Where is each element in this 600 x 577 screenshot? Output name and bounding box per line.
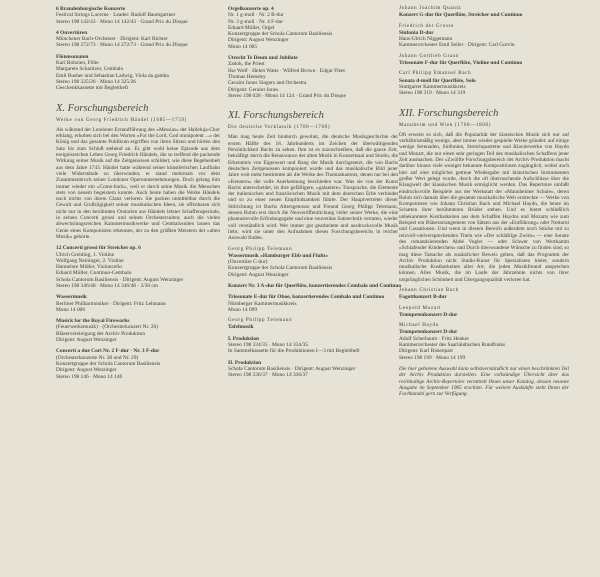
work-title: Triosonate E-dur für Oboe, konzertierendes Cembalo und Continuo	[228, 294, 385, 301]
record-entry	[399, 306, 569, 319]
work-title: Tafelmusik	[228, 324, 254, 331]
entry-detail: Berliner Philharmoniker · Dirigent: Fritz Lehmann	[56, 300, 166, 307]
work-title: Wassermusik »Hamburger Ebb und Fluht«	[228, 252, 328, 259]
record-entry	[228, 6, 398, 50]
record-entry	[399, 6, 569, 19]
composer-name: Carl Philipp Emanuel Bach	[399, 71, 472, 77]
section-paragraph: Als während der Londoner Erstaufführung des »Messias« der Halleluja-Chor erklang, erhoben sich bei den Worten »For the Lord, God omnipotent ...« der König und das gesamte Publikum ergriffen von ihren Sitzen und hörten den Satz bis zum Schluß stehend an. Es gibt wohl keine Episode aus dem ereignisreichen Leben Georg Friedrich Händels, die so treffend die packende Wirkung seiner Musik auf die Zeitgenossen schildert, wie diese Begebenheit aus dem Jahre 1743. Händel hatte während seiner künstlerischen Laufbahn viele Widerstände zu überwinden; er stand mehrmals vor dem Zusammenbruch seiner Londoner Opernunternehmungen. Doch gelang ihm immer wieder ein »Come-back«, weil er durch seine Musik die Menschen stets von neuem begeistern konnte. Auch heute haben die Werke Händels noch nichts von ihrem Glanz verloren. Sie packen unmittelbar durch die Gewalt und Großzügigkeit seiner musikalischen Ideen, sie offenbaren sich nicht nur in den berühmten Oratorien aus Händels letzter Schaffensperiode, in seinen Concerti grossi und seinen Orchestersuiten; auch die vielen abwechslungsreichen Kammermusikwerke und Cembalosuiten lassen das Genie eines Komponisten erkennen, der zu den größten Meistern der »alten Musik« gehörte.	[56, 126, 220, 240]
entry-detail: Mono 14 099	[228, 306, 258, 313]
record-entry	[228, 318, 398, 331]
entry-detail: Dirigent: Karl Ristenpart	[399, 348, 453, 355]
entry-detail: Dirigent: August Wenzinger	[56, 337, 117, 344]
entry-detail: Stereo 198 199 · Mono 14 199	[399, 354, 466, 361]
record-entry	[228, 336, 398, 355]
work-title: Sinfonia D-dur	[399, 29, 434, 36]
entry-detail: Mono 14 085	[228, 43, 258, 50]
entry-detail: Hans-Ulrich Niggemann	[399, 36, 453, 43]
entry-detail: Eduard Müller, Orgel	[228, 24, 275, 31]
composer-name: Johann Christian Bach	[399, 287, 459, 293]
entry-detail: Stereo 198 146 · Mono 14 146	[56, 373, 123, 380]
column-3	[399, 6, 569, 402]
work-title: Orgelkonzerte op. 4	[228, 6, 274, 12]
record-entry	[228, 294, 398, 313]
record-entry	[56, 6, 220, 25]
record-entry	[228, 360, 398, 379]
section-paragraph: Oft erweist es sich, daß die Popularität der klassischen Musik sich nur auf verhältnismäßig wenige, aber immer wieder gespielte Werke gründet: auf einige wenige Serenaden, Sinfonien, Streichquartette und Klavierwerke von Haydn und Mozart, die nur einen sehr geringen Teil des musikalischen Schaffens jener Zeit ausmachen. Der »Zwölfte Forschungsbereich der Archiv Produktion macht darüber hinaus viele weniger bekannte Kompositionen zugänglich, wobei auch hier auf eine möglichst getreue Wiedergabe mit historischen Instrumenten großer Wert gelegt wurde, durch die oft überraschende Aufschlüsse über die Klangwelt der klassischen Musik ermöglicht werden. Das Repertoire umfaßt eindrucksvolle Beispiele aus der Werkstatt der »Mannheimer Schule«, deren Ruhm sich damals über die gesamte musikalische Welt erstreckte — Werke von Komponisten wie Johann Christian Bach und Michael Haydn, die heute im Schatten ihrer berühmteren Brüder stehen. Und es bietet schließlich unbekanntere Kostbarkeiten aus dem Schaffen Haydns und Mozarts wie zum Beispiel ein Bläserarrangement von Sätzen aus der »Entführung« oder Notturni und Cassationen. Und wenn in diesem Bereich außerdem noch Stücke mit so reizvoll-vielversprechenden Titeln wie »Der schläfrige Zwirn« — eine Sonate des romantisierenden Abbé Vogler — oder Schwer von Wertkamm »Schlafender Kinderchen« und Durch überwundene Wünsche zu finden sind, so mag diese Tatsache als zusätzlicher Beweis gelten, daß das Programm der Archiv Produktion nicht Studio-Kunst für Spezialisten bietet, sondern musikalische Kostbarkeiten aller Art, die jeden Musikfreund ansprechen können. Alles Musik, die im Laufe der Jahrzehnte nichts von ihrer ursprünglichen Schönheit und Übergangsqualität verloren hat.	[399, 131, 569, 283]
record-entry	[56, 54, 220, 92]
work-title: Konzert G-dur für Querflöte, Streicher und Continuo	[399, 12, 523, 19]
entry-detail: Stereo 198 336/37 · Mono 14 336/37	[228, 372, 308, 379]
entry-detail: Geschenkkassette mit Begleitheft	[56, 85, 129, 92]
entry-detail: (Feuerwerksmusik) · (Orchesterkonzert Nr. 26)	[56, 324, 158, 331]
entry-detail: Adolf Scherbaum · Fritz Henker	[399, 335, 470, 342]
work-title: Trompetenkonzert D-dur	[399, 311, 458, 318]
work-title: Konzert Nr. 3 A-dur für Querflöte, konzertierendes Cembalo und Continuo	[228, 282, 402, 289]
entry-detail: Konzertgruppe der Schola Cantorum Basiliensis	[228, 265, 333, 272]
entry-detail: Mono 14 006	[56, 306, 86, 313]
work-title: 4 Ouvertüren	[56, 29, 88, 36]
work-title: Flötensonaten	[56, 53, 89, 60]
entry-detail: Münchener Bach-Orchester · Dirigent: Karl Richter	[56, 36, 168, 43]
entry-detail: Konzertgruppe der Schola Cantorum Basiliensis	[56, 360, 161, 367]
section-heading: XII. Forschungsbereich	[399, 107, 499, 119]
work-title: Concerti a due Cori Nr. 2 F-dur · Nr. 3 F-dur	[56, 348, 160, 355]
section-heading: X. Forschungsbereich	[56, 102, 149, 114]
work-title: Trompetenkonzert D-dur	[399, 329, 458, 336]
entry-detail: Wolfgang Neininger, 2. Violine	[56, 257, 124, 264]
entry-detail: Dirigent: August Wenzinger	[228, 37, 289, 44]
entry-detail: Zadok, the Priest	[228, 61, 265, 68]
record-entry	[56, 294, 220, 313]
entry-detail: Stereo 198 272/73 · Mono 14 272/73 · Grand Prix du Disque	[56, 42, 188, 49]
work-title: 12 Concerti grossi für Streicher op. 6	[56, 245, 141, 252]
entry-detail: Margarete Scharitzer, Cembalo	[56, 66, 124, 73]
work-title: Sonata d-moll für Querflöte, Solo	[399, 77, 476, 84]
record-entry	[399, 323, 569, 361]
entry-detail: Schola Cantorum Basiliensis · Dirigent: August Wenzinger	[228, 365, 356, 372]
entry-detail: Stereo 198 028 · Mono 14 124 · Grand Prix du Disque	[228, 92, 346, 99]
entry-detail: Karl Bobzien, Flöte	[56, 60, 99, 67]
record-entry	[56, 245, 220, 289]
entry-detail: (Ouvertüre C-dur)	[228, 259, 268, 266]
entry-detail: In Sammelkassette für die Produktionen I—3 mit Begleitheft	[228, 348, 360, 355]
entry-detail: Stereo 198 346/48 · Mono 14 346/48 · 3/30 cm	[56, 282, 158, 289]
work-title: II. Produktion	[228, 359, 262, 366]
entry-detail: Kammerorchester Emil Seiler · Dirigent: Carl Gorvin	[399, 42, 515, 49]
section-subheading: Werke von Georg Friedrich Händel (1685—1759)	[56, 117, 187, 123]
entry-detail: Dirigent: Geraint Jones	[228, 86, 279, 93]
entry-detail: Nr. 1 g-moll · Nr. 2 B-dur	[228, 12, 284, 19]
record-entry	[228, 282, 402, 289]
record-entry	[399, 24, 569, 49]
composer-name: Georg Philipp Telemann	[228, 318, 293, 324]
entry-detail: Thomas Hemsley	[228, 73, 266, 80]
record-entry	[56, 30, 220, 49]
section-paragraph: Man mag heute Zeit hindurch gewohnt, die deutsche Musikgeschichte der ersten Hälfte des 18. Jahrhunderts im Zeichen der überwältigenden Persönlichkeit Bachs zu sehen. Ihm ist es zuzuschreiben, daß die ganze Zeit, bekräftigt durch die Renaissance der alten Musik in Konzertsaal und Studio, die Erkenntnis von Eigenwert und Rang der Musik durchgesetzt, die von Bachs deutschen Zeitgenossen komponiert wurde und das musikalische Bild jener Jahre weit mehr bestimmte als die Werke des Thomaskantors, denen nur bei den »Kennern« die volle Anerkennung beschieden war. Was sie von der Kunst Bachs unterscheidet, ist ihre gefälligere, »galantere« Tonsprache, die Elemente der italienischen und französischen Musik mit dem deutschen Erbe verbindet und so zu einer neuen Empfindsamkeit führte. Der Hauptvertreter dieser Stilrichtung ist Bachs Altersgenosse und Freund Georg Philipp Telemann, dessen Ruhm erst durch die Neuveröffentlichung vieler seiner Werke, die eine phantasievolle Erfindungsgabe und eine souveräne Satztechnik verraten, wieder voll verständlich wird. Wer immer gut gearbeitete und ausdrucksvolle Musik liebt, wird sie unter den Aufnahmen dieses Forschungsbereichs in reicher Auswahl finden.	[228, 134, 398, 242]
record-entry	[56, 318, 220, 343]
record-entry	[228, 247, 398, 278]
composer-name: Friedrich der Grosse	[399, 23, 455, 29]
entry-detail: Emil Busher und Sebastian Ladwig, Viola da gamba	[56, 72, 169, 79]
entry-detail: Dirigent: August Wenzinger	[228, 271, 289, 278]
entry-detail: Festival Strings Lucerne · Leader: Rudolf Baumgartner	[56, 12, 176, 19]
work-title: 6 Brandenburgische Konzerte	[56, 6, 126, 12]
work-title: Wassermusik	[56, 294, 87, 301]
section-subheading: Die deutsche Vorklassik (1700—1760)	[228, 125, 331, 131]
entry-detail: Dirigent: August Wenzinger	[56, 367, 117, 374]
footnote: Die hier gebotene Auswahl kann selbstverständlich nur einen beschränkten Teil der Archiv Produktion darstellen. Eine vollständige Übersicht über das reichhaltige Archiv-Repertoire vermittelt Ihnen unser Katalog, dessen neueste Ausgabe im September 1965 erschien. Für weitere Auskünfte steht Ihnen der Fachhandel gern zur Verfügung.	[399, 365, 569, 398]
entry-detail: Ilse Wolf · Helen Watts · Wilfred Brown · Edgar Fleet	[228, 67, 345, 74]
record-entry	[228, 55, 398, 99]
entry-detail: Stereo 198 319 · Mono 14 319	[399, 90, 466, 97]
composer-name: Georg Philipp Telemann	[228, 246, 293, 252]
section-subheading: Mannheim und Wien (1760—1800)	[399, 122, 492, 128]
entry-detail: Hannelore Müller, Violoncello	[56, 264, 122, 271]
entry-detail: Nürnberger Kammermusikkreis	[228, 300, 297, 307]
record-entry	[399, 288, 569, 301]
entry-detail: Stereo 198 325/26 · Mono 14 325/26	[56, 78, 136, 85]
composer-name: Johann Joachim Quantz	[399, 6, 462, 11]
work-title: I. Produktion	[228, 335, 260, 342]
work-title: Triosonate F-dur für Querflöte, Violine und Continuo	[399, 60, 523, 67]
column-1	[56, 6, 220, 385]
composer-name: Johann Gottlieb Graun	[399, 53, 460, 59]
entry-detail: Kammerorchester des Saarländischen Rundfunks	[399, 342, 506, 349]
work-title: Musick for the Royal Fireworks	[56, 318, 130, 325]
entry-detail: Stereo 198 334/35 · Mono 14 334/35	[228, 342, 308, 349]
entry-detail: Geraint Jones Singers and Orchestra	[228, 80, 307, 87]
composer-name: Michael Haydn	[399, 323, 440, 329]
entry-detail: Schola Cantorum Basiliensis · Dirigent: August Wenzinger	[56, 276, 184, 283]
entry-detail: Konzertgruppe der Schola Cantorum Basiliensis	[228, 31, 333, 38]
section-heading: XI. Forschungsbereich	[228, 110, 324, 122]
work-title: Fagottkonzert B-dur	[399, 294, 447, 301]
entry-detail: Nr. 3 g-moll · Nr. 4 F-dur	[228, 18, 284, 25]
entry-detail: Stuttgarter Kammermusikkreis	[399, 83, 466, 90]
record-entry	[399, 54, 569, 67]
column-2	[228, 6, 402, 384]
entry-detail: Bläservereinigung der Archiv Produktion	[56, 330, 146, 337]
composer-name: Leopold Mozart	[399, 305, 442, 311]
entry-detail: Eduard Müller, Continuo-Cembalo	[56, 270, 132, 277]
work-title: Utrecht Te Deum und Jubilate	[228, 55, 298, 62]
entry-detail: Ulrich Grehling, 1. Violine	[56, 251, 115, 258]
record-entry	[399, 71, 569, 96]
record-entry	[56, 348, 220, 379]
entry-detail: (Orchesterkonzerte Nr. 28 und Nr. 29)	[56, 354, 139, 361]
entry-detail: Stereo 198 142/43 · Mono 14 142/43 · Grand Prix du Disque	[56, 18, 188, 25]
